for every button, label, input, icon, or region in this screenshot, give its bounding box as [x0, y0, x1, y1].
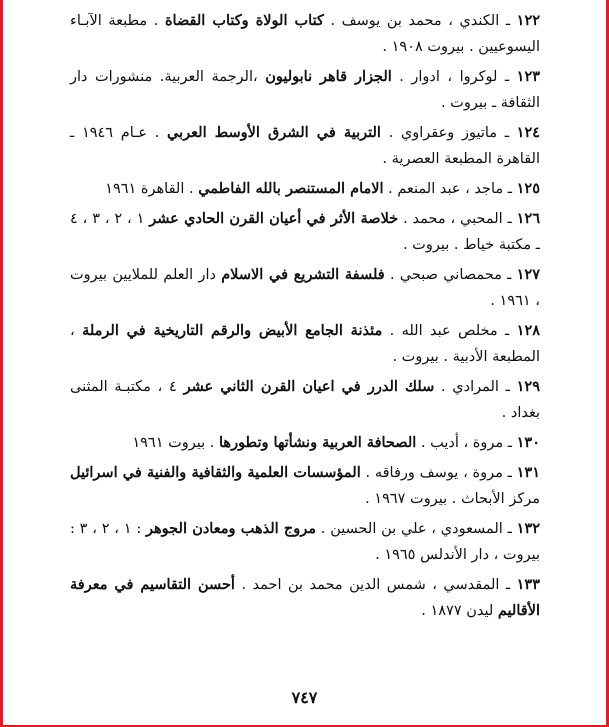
page-number: ٧٤٧ — [291, 688, 318, 707]
entry-author: ـ مخلص عبد الله . — [389, 323, 510, 339]
entry-author: ـ المسعودي ، علي بن الحسين . — [320, 521, 512, 537]
entry-number: ١٣٢ — [516, 520, 541, 537]
entry-author: ـ مروة ، يوسف ورفاقه . — [365, 465, 512, 481]
entry-publication: . مطبعة الآبـاء اليسوعيين . بيروت ١٩٠٨ . — [70, 13, 540, 55]
entry-publication: : ١ ، ٢ ، ٣ : بيروت ، دار الأندلس ١٩٦٥ . — [70, 521, 540, 563]
entry-title: الامام المستنصر بالله الفاطمي — [198, 180, 384, 197]
entry-publication: ليدن ١٨٧٧ . — [421, 603, 494, 619]
entry-author: ـ المقدسي ، شمس الدين محمد بن احمد . — [241, 577, 511, 593]
bibliography-entry — [70, 8, 540, 60]
entry-author: ـ محمصاني صبحي . — [389, 267, 512, 283]
entry-title: مروج الذهب ومعادن الجوهر — [146, 520, 316, 537]
entry-number: ١٢٢ — [516, 12, 541, 29]
entry-title: أحسن التقاسيم في معرفة الأقاليم — [70, 576, 540, 619]
entry-publication: . بيروت ١٩٦١ — [132, 435, 215, 451]
entry-number: ١٣١ — [516, 464, 540, 481]
entry-number: ١٢٩ — [516, 378, 540, 395]
bibliography-entry — [70, 206, 540, 258]
entry-title: التربية في الشرق الأوسط العربي — [167, 124, 381, 141]
entry-author: ـ المرادي . — [440, 379, 510, 395]
entry-number: ١٢٤ — [516, 124, 541, 141]
entry-number: ١٢٥ — [516, 180, 540, 197]
entry-number: ١٢٨ — [516, 322, 541, 339]
entry-title: خلاصة الأثر في أعيان القرن الحادي عشر — [149, 210, 399, 227]
entry-publication: دار العلم للملايين بيروت ، ١٩٦١ . — [70, 267, 540, 309]
entry-author: ـ مروة ، أديب . — [420, 435, 513, 451]
entry-author: ـ لوكروا ، ادوار . — [399, 69, 510, 85]
entry-publication: ١ ، ٢ ، ٣ ، ٤ ـ مكتبة خياط . بيروت . — [70, 211, 540, 253]
bibliography-page — [70, 8, 540, 684]
bibliography-entry — [70, 120, 540, 172]
bibliography-entry — [70, 64, 540, 116]
entry-number: ١٢٧ — [516, 266, 540, 283]
entry-publication: . عـام ١٩٤٦ ـ القاهرة المطبعة العصرية . — [70, 125, 540, 167]
entry-title: المؤسسات العلمية والثقافية والفنية في اسرائيل — [70, 464, 361, 481]
entry-author: ـ المحبي ، محمد . — [403, 211, 512, 227]
entry-title: الجزار قاهر نابوليون — [265, 68, 392, 85]
entry-publication: مركز الأبحاث . بيروت ١٩٦٧ . — [365, 491, 540, 507]
entry-title: سلك الدرر في اعيان القرن الثاني عشر — [183, 378, 435, 395]
entry-author: ـ ماتيوز وعقراوي . — [388, 125, 509, 141]
entry-title: الصحافة العربية ونشأتها وتطورها — [219, 434, 417, 451]
entry-title: كتاب الولاة وكتاب القضاة — [164, 12, 324, 29]
bibliography-entry — [70, 516, 540, 568]
entry-title: مئذنة الجامع الأبيض والرقم التاريخية في الرملة — [82, 322, 383, 339]
entry-title: فلسفة التشريع في الاسلام — [221, 266, 385, 283]
bibliography-entry — [70, 460, 540, 512]
bibliography-entry — [70, 572, 540, 624]
entry-author: ـ ماجد ، عبد المنعم . — [388, 181, 513, 197]
bibliography-entry — [70, 374, 540, 426]
bibliography-entry — [70, 318, 540, 370]
entry-publication: ، المطبعة الأدبية . بيروت . — [70, 323, 540, 365]
entry-number: ١٢٦ — [516, 210, 541, 227]
bibliography-entry — [70, 262, 540, 314]
entry-publication: ،الرجمة العربية. منشورات دار الثقافة ـ بيروت . — [70, 69, 540, 111]
bibliography-entry — [70, 176, 540, 202]
entry-number: ١٣٠ — [516, 434, 540, 451]
entry-publication: . القاهرة ١٩٦١ — [105, 181, 194, 197]
entry-number: ١٣٣ — [516, 576, 540, 593]
entry-author: ـ الكندي ، محمد بن يوسف . — [330, 13, 511, 29]
entry-number: ١٢٣ — [516, 68, 541, 85]
entry-publication: ٤ ، مكتبـة المثنى بغداد . — [70, 379, 540, 421]
bibliography-entry — [70, 430, 540, 456]
